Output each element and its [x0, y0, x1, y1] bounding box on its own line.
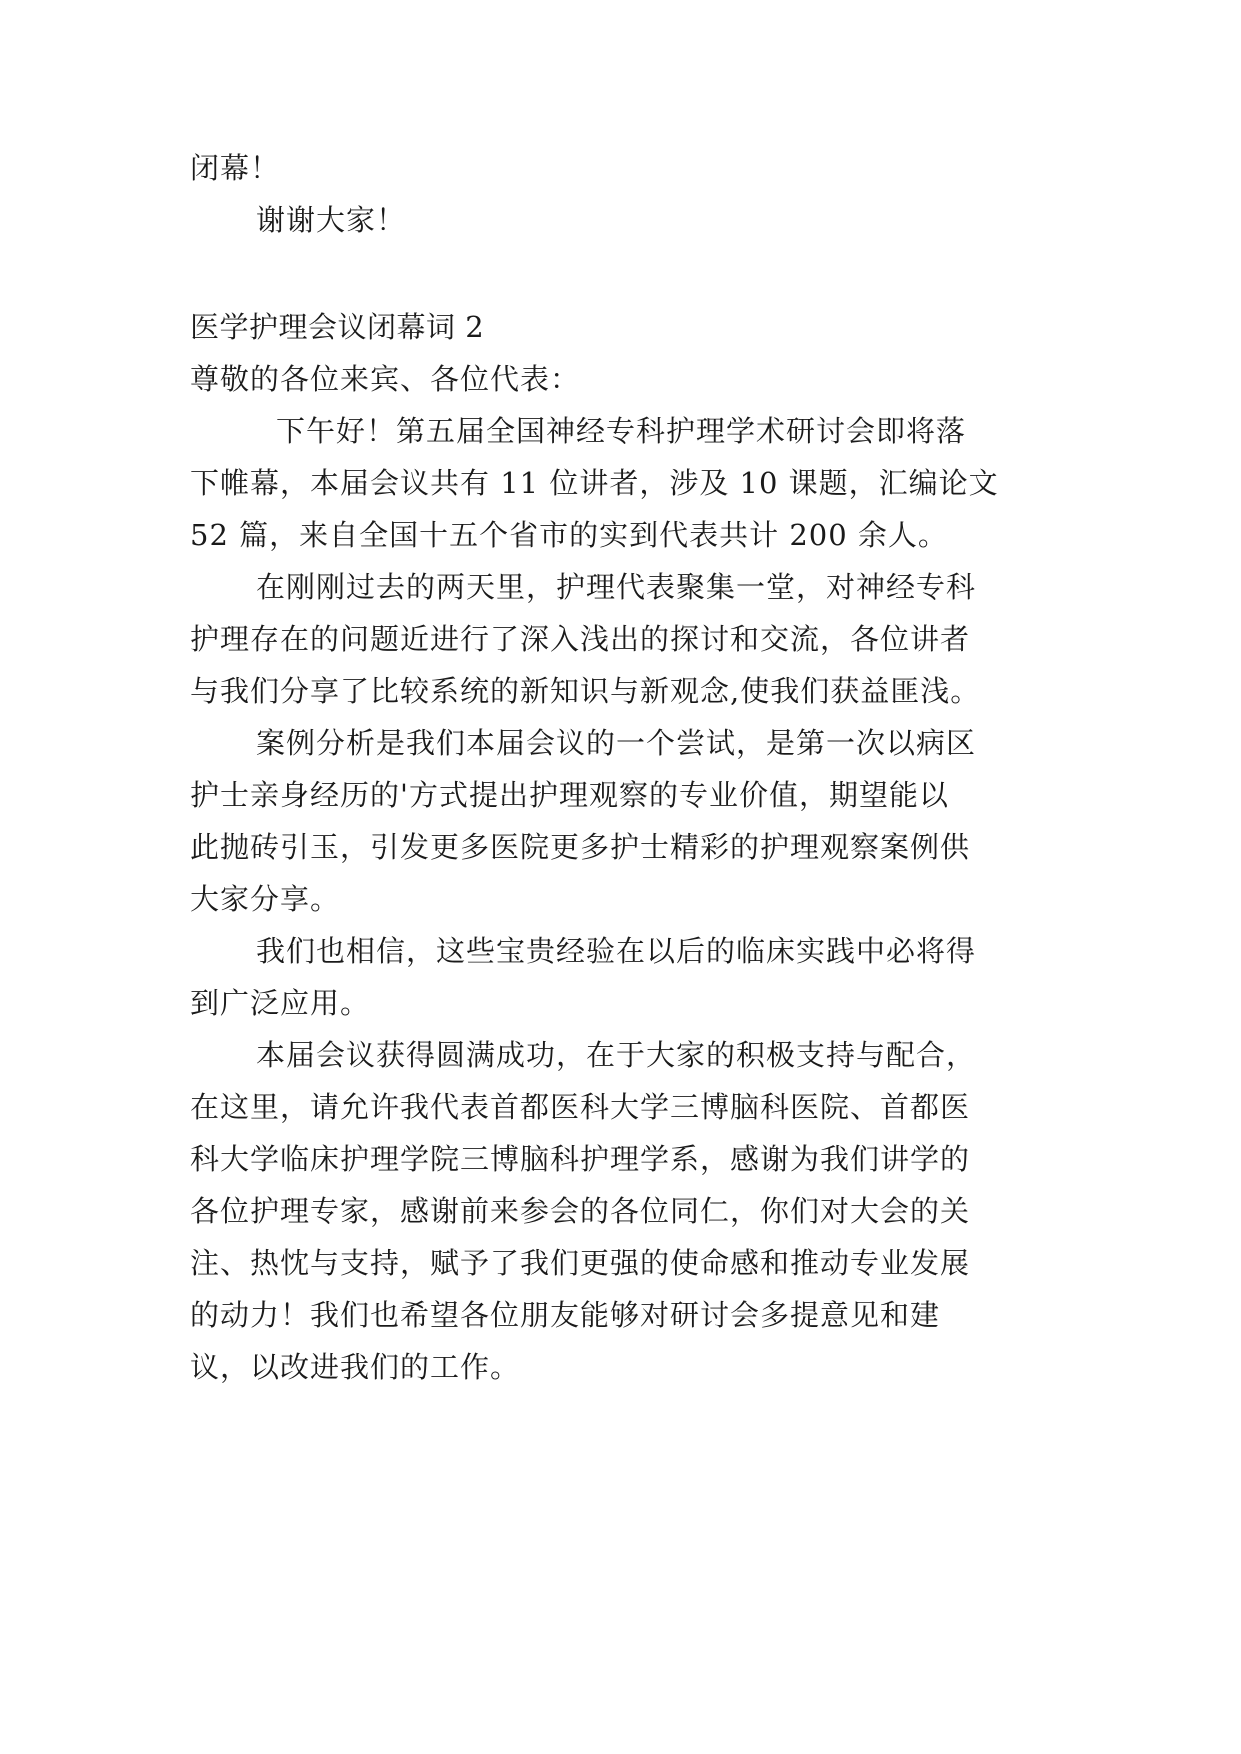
- text-line: 议，以改进我们的工作。: [190, 1350, 521, 1384]
- salutation: 尊敬的各位来宾、各位代表：: [190, 362, 581, 396]
- text-line: 在刚刚过去的两天里，护理代表聚集一堂，对神经专科: [256, 570, 977, 604]
- text-line: 此抛砖引玉，引发更多医院更多护士精彩的护理观察案例供: [190, 830, 971, 864]
- text-line: 本届会议获得圆满成功，在于大家的积极支持与配合，: [256, 1038, 977, 1072]
- text-line: 闭幕！: [190, 151, 281, 185]
- text-line: 护士亲身经历的'方式提出护理观察的专业价值，期望能以: [190, 778, 949, 812]
- text-line: 到广泛应用。: [190, 986, 371, 1020]
- text-line: 与我们分享了比较系统的新知识与新观念,使我们获益匪浅。: [190, 674, 981, 708]
- text-line: 在这里，请允许我代表首都医科大学三博脑科医院、首都医: [190, 1090, 971, 1124]
- text-line: 谢谢大家！: [256, 203, 407, 237]
- text-line: 下帷幕，本届会议共有 11 位讲者，涉及 10 课题，汇编论文: [190, 466, 999, 500]
- text-line: 大家分享。: [190, 882, 341, 916]
- text-line: 我们也相信，这些宝贵经验在以后的临床实践中必将得: [256, 934, 977, 968]
- text-line: 案例分析是我们本届会议的一个尝试，是第一次以病区: [256, 726, 977, 760]
- text-line: 的动力！我们也希望各位朋友能够对研讨会多提意见和建: [190, 1298, 941, 1332]
- text-line: 下午好！第五届全国神经专科护理学术研讨会即将落: [276, 414, 967, 448]
- text-line: 注、热忱与支持，赋予了我们更强的使命感和推动专业发展: [190, 1246, 971, 1280]
- text-line: 各位护理专家，感谢前来参会的各位同仁，你们对大会的关: [190, 1194, 971, 1228]
- text-line: 科大学临床护理学院三博脑科护理学系，感谢为我们讲学的: [190, 1142, 971, 1176]
- section-title: 医学护理会议闭幕词 2: [190, 310, 485, 344]
- text-line: 护理存在的问题近进行了深入浅出的探讨和交流，各位讲者: [190, 622, 971, 656]
- text-line: 52 篇，来自全国十五个省市的实到代表共计 200 余人。: [190, 518, 948, 552]
